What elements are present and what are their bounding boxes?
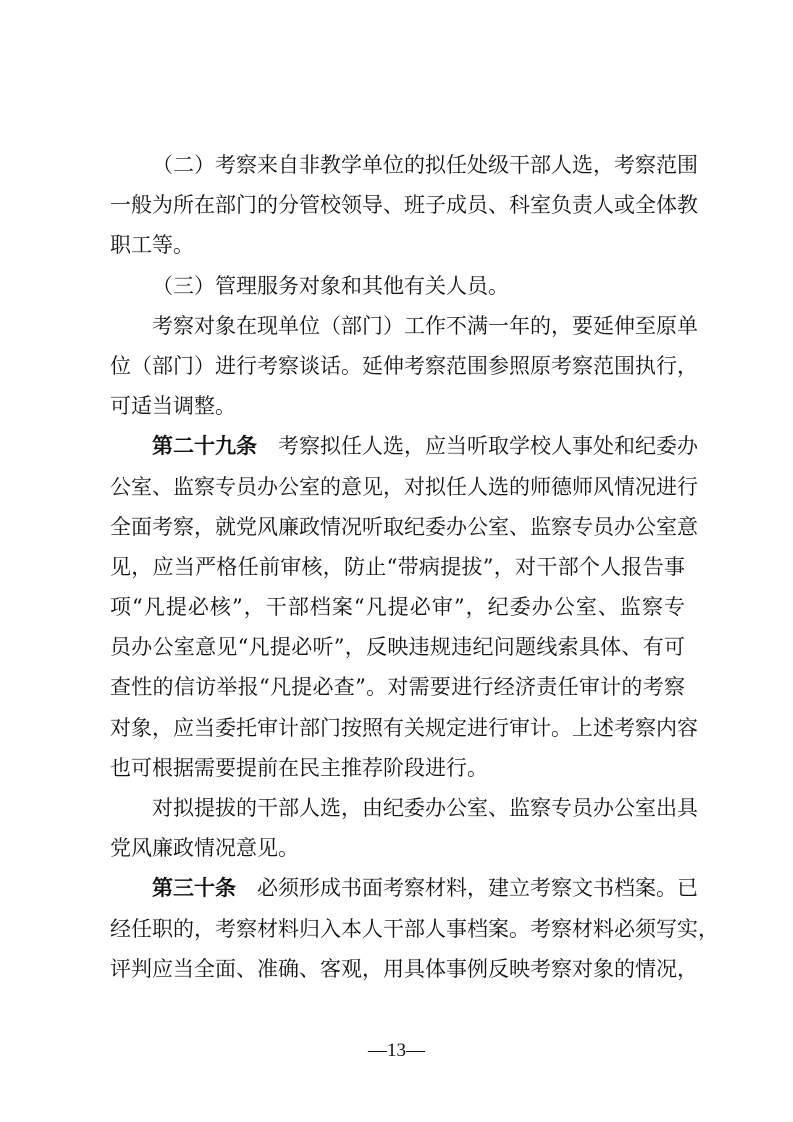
line-text: 考察拟任人选，应当听取学校人事处和纪委办 (257, 434, 698, 459)
text-line (110, 748, 685, 788)
text-line (110, 788, 698, 828)
text-line (110, 949, 698, 989)
line-text: 对象，应当委托审计部门按照有关规定进行审计。上述考察内容 (110, 715, 698, 740)
line-text: 考察对象在现单位（部门）工作不满一年的，要延伸至原单 (152, 313, 698, 338)
line-text: 查性的信访举报“凡提必查”。对需要进行经济责任审计的考察 (110, 675, 685, 700)
article-heading: 第三十条 (152, 876, 236, 901)
text-line (110, 507, 698, 547)
text-line (110, 547, 685, 587)
line-text: 可适当调整。 (110, 394, 236, 419)
line-text: 公室、监察专员办公室的意见，对拟任人选的师德师风情况进行 (110, 474, 698, 499)
text-line (110, 667, 685, 707)
line-text: 对拟提拔的干部人选，由纪委办公室、监察专员办公室出具 (152, 796, 698, 820)
line-text: 一般为所在部门的分管校领导、班子成员、科室负责人或全体教 (110, 193, 698, 218)
line-text: 项“凡提必核”，干部档案“凡提必审”，纪委办公室、监察专 (110, 595, 685, 620)
text-line (110, 306, 698, 346)
text-line (110, 266, 685, 306)
line-text: 党风廉政情况意见。 (110, 836, 299, 861)
text-line (110, 346, 698, 386)
text-line (110, 909, 719, 949)
text-line (110, 587, 685, 627)
text-line (110, 225, 685, 265)
line-text: （二）考察来自非教学单位的拟任处级干部人选，考察范围 (152, 153, 698, 177)
text-line (110, 426, 698, 466)
text-line (110, 467, 698, 507)
line-text: 位（部门）进行考察谈话。延伸考察范围参照原考察范围执行， (110, 353, 698, 378)
line-text: （三）管理服务对象和其他有关人员。 (152, 273, 509, 298)
line-text: 全面考察，就党风廉政情况听取纪委办公室、监察专员办公室意 (110, 514, 698, 539)
line-text: 也可根据需要提前在民主推荐阶段进行。 (110, 755, 488, 780)
line-text: 必须形成书面考察材料，建立考察文书档案。已 (236, 876, 698, 901)
text-line (110, 868, 698, 908)
article-heading: 第二十九条 (152, 434, 257, 459)
document-body (110, 145, 719, 989)
line-text: 见，应当严格任前审核，防止“带病提拔”，对干部个人报告事 (110, 554, 685, 579)
text-line (110, 185, 698, 225)
text-line (110, 627, 685, 667)
text-line (110, 145, 698, 185)
line-text: 评判应当全面、准确、客观，用具体事例反映考察对象的情况， (110, 956, 698, 981)
text-line (110, 386, 685, 426)
text-line (110, 708, 698, 748)
line-text: 经任职的，考察材料归入本人干部人事档案。考察材料必须写实， (110, 916, 719, 941)
line-text: 职工等。 (110, 233, 194, 258)
text-line (110, 828, 685, 868)
line-text: 员办公室意见“凡提必听”，反映违规违纪问题线索具体、有可 (110, 635, 685, 660)
page-number: —13— (368, 1040, 425, 1061)
